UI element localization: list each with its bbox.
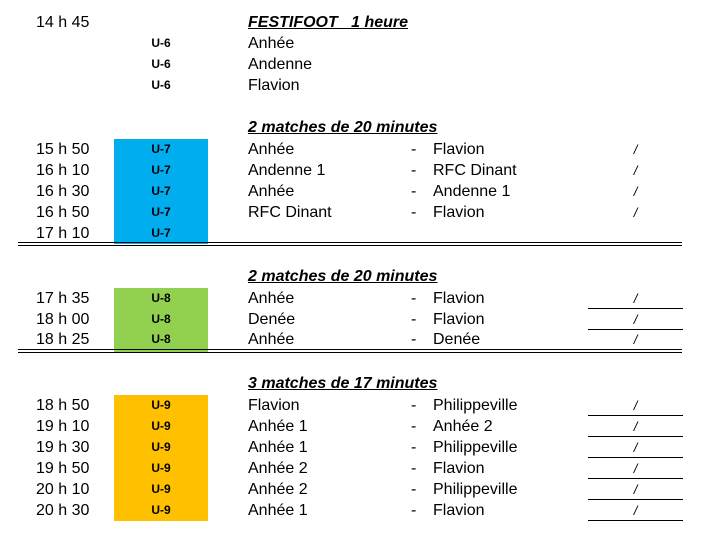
score-field: / (588, 479, 683, 500)
home-team: Anhée 1 (248, 439, 308, 456)
home-team: Anhée 1 (248, 502, 308, 519)
score-field: / (588, 309, 683, 330)
home-team: Anhée (248, 331, 295, 348)
home-team: Anhée (248, 183, 295, 200)
away-team: Flavion (433, 290, 485, 307)
away-team: Philippeville (433, 439, 518, 456)
score-field: / (588, 395, 683, 416)
festifoot-time: 14 h 45 (36, 14, 90, 31)
festifoot-heading: FESTIFOOT 1 heure (248, 14, 409, 31)
u9-header-row (0, 373, 706, 394)
match-row (0, 223, 706, 244)
match-row (0, 202, 706, 223)
match-row (0, 500, 706, 521)
home-team: RFC Dinant (248, 204, 332, 221)
category-label: U-9 (151, 482, 171, 496)
score-field: / (633, 163, 638, 178)
versus-dash: - (411, 397, 417, 414)
match-row (0, 160, 706, 181)
team-name: Anhée (248, 35, 295, 52)
score-field: / (633, 184, 638, 199)
score-field: / (588, 458, 683, 479)
versus-dash: - (411, 204, 417, 221)
versus-dash: - (411, 418, 417, 435)
category-label: U-9 (151, 419, 171, 433)
match-time: 16 h 50 (36, 204, 90, 221)
category-label: U-7 (151, 163, 171, 177)
score-field: / (588, 500, 683, 521)
category-label: U-7 (151, 226, 171, 240)
home-team: Flavion (248, 397, 300, 414)
match-time: 19 h 10 (36, 418, 90, 435)
away-team: Flavion (433, 141, 485, 158)
versus-dash: - (411, 290, 417, 307)
versus-dash: - (411, 162, 417, 179)
category-label: U-8 (151, 332, 171, 346)
match-time: 19 h 50 (36, 460, 90, 477)
score-field: / (588, 288, 683, 309)
versus-dash: - (411, 183, 417, 200)
match-time: 15 h 50 (36, 141, 90, 158)
versus-dash: - (411, 439, 417, 456)
category-label: U-9 (151, 461, 171, 475)
team-name: Flavion (248, 77, 300, 94)
u8-heading: 2 matches de 20 minutes (248, 268, 438, 285)
match-row (0, 181, 706, 202)
match-time: 17 h 10 (36, 225, 90, 242)
festifoot-team-row (0, 33, 706, 54)
match-row (0, 458, 706, 479)
score-field: / (588, 416, 683, 437)
section-divider (18, 349, 682, 353)
u7-heading: 2 matches de 20 minutes (248, 119, 438, 136)
versus-dash: - (411, 141, 417, 158)
match-row (0, 395, 706, 416)
away-team: Flavion (433, 502, 485, 519)
category-label: U-7 (151, 205, 171, 219)
match-time: 20 h 10 (36, 481, 90, 498)
score-field: / (633, 205, 638, 220)
category-label: U-7 (151, 184, 171, 198)
score-field: / (588, 437, 683, 458)
match-time: 16 h 30 (36, 183, 90, 200)
away-team: Flavion (433, 204, 485, 221)
versus-dash: - (411, 460, 417, 477)
category-label: U-9 (151, 503, 171, 517)
away-team: Andenne 1 (433, 183, 511, 200)
away-team: Flavion (433, 311, 485, 328)
away-team: Anhée 2 (433, 418, 493, 435)
match-time: 18 h 50 (36, 397, 90, 414)
category-label: U-6 (151, 78, 171, 92)
festifoot-header-row (0, 12, 706, 33)
home-team: Anhée 2 (248, 481, 308, 498)
score-field: / (633, 332, 638, 347)
category-label: U-6 (151, 57, 171, 71)
u8-header-row (0, 266, 706, 287)
versus-dash: - (411, 331, 417, 348)
versus-dash: - (411, 311, 417, 328)
score-field: / (633, 142, 638, 157)
match-row (0, 479, 706, 500)
match-row (0, 288, 706, 309)
away-team: Philippeville (433, 481, 518, 498)
versus-dash: - (411, 502, 417, 519)
match-time: 18 h 00 (36, 311, 90, 328)
match-row (0, 437, 706, 458)
category-label: U-8 (151, 291, 171, 305)
match-row (0, 309, 706, 330)
team-name: Andenne (248, 56, 313, 73)
match-row (0, 139, 706, 160)
home-team: Andenne 1 (248, 162, 326, 179)
home-team: Anhée (248, 290, 295, 307)
match-row (0, 329, 706, 350)
match-time: 20 h 30 (36, 502, 90, 519)
away-team: Flavion (433, 460, 485, 477)
category-label: U-9 (151, 398, 171, 412)
category-label: U-9 (151, 440, 171, 454)
category-label: U-7 (151, 142, 171, 156)
category-label: U-6 (151, 36, 171, 50)
away-team: Philippeville (433, 397, 518, 414)
match-time: 18 h 25 (36, 331, 90, 348)
u9-heading: 3 matches de 17 minutes (248, 375, 438, 392)
u7-header-row (0, 117, 706, 138)
festifoot-team-row (0, 54, 706, 75)
home-team: Anhée 2 (248, 460, 308, 477)
away-team: RFC Dinant (433, 162, 517, 179)
festifoot-team-row (0, 75, 706, 96)
home-team: Anhée 1 (248, 418, 308, 435)
home-team: Anhée (248, 141, 295, 158)
match-time: 19 h 30 (36, 439, 90, 456)
away-team: Denée (433, 331, 481, 348)
section-divider (18, 242, 682, 246)
category-label: U-8 (151, 312, 171, 326)
versus-dash: - (411, 481, 417, 498)
match-row (0, 416, 706, 437)
match-time: 17 h 35 (36, 290, 90, 307)
match-time: 16 h 10 (36, 162, 90, 179)
home-team: Denée (248, 311, 296, 328)
